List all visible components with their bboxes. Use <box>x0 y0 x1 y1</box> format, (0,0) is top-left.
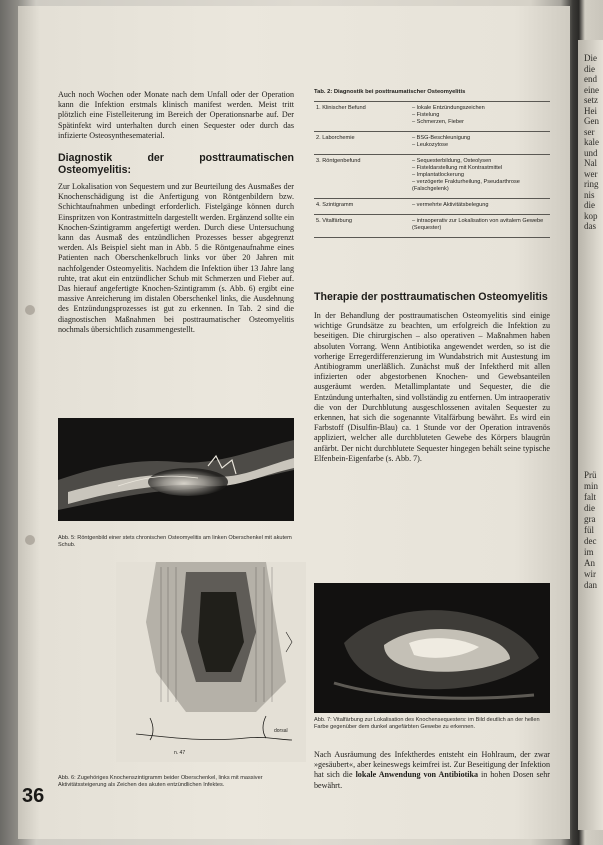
neighbor-page-fragment: eine <box>584 84 599 95</box>
diagnostics-paragraph: Zur Lokalisation von Sequestern und zur Beurteilung des Ausmaßes der Knochenschädigung ist die Anfertigung von Röntgenbildern bzw. Schichtaufnahmen unbedingt erforderlich. Fistelgänge können durch Einspritzen von Kontrastmitteln dargestellt werden. Ergänzend sollte ein Knochen-Szintigramm angefertigt werden. Durch diese Untersuchung kann das Ausmaß des entzündlichen Prozesses besser abgegrenzt werden. Als Beispiel sieht man in Abb. 5 die Röntgenaufnahme eines Patienten nach Oberschenkelbruch links vor über 20 Jahren mit nachfolgender Osteomyelitis. Nachdem die Infektion über 13 Jahre lang ruhte, trat akut ein entzündlicher Schub mit Schmerzen und Fieber auf. Das hierauf angefertigte Knochen-Szintigramm (s. Abb. 6) ergibt eine massive Anreicherung im distalen Oberschenkel links, die Ausdehnung des Entzündungsprozesses ist gut zu erkennen. In Tab. 2 sind die diagnostischen Maßnahmen bei posttraumatischer Osteomyelitis nochmals übersichtlich zusammengestellt. <box>58 182 294 334</box>
table-item: – BSG-Beschleunigung <box>412 135 548 142</box>
scintigram-annotation-2: dorsal <box>274 728 288 734</box>
neighbor-page-fragment: ser <box>584 126 595 137</box>
table-item: – verzögerte Frakturheilung, Pseudarthrose (Falschgelenk) <box>412 179 548 193</box>
diagnostics-heading: Diagnostik der posttraumatischen Osteomyelitis: <box>58 152 294 177</box>
table-row-items <box>410 102 550 132</box>
thumb-mark-2 <box>20 530 40 550</box>
neighbor-page-fragment: fül <box>584 525 594 535</box>
neighbor-page-fragment: nis <box>584 189 595 200</box>
table-row <box>314 215 550 238</box>
neighbor-page-fragment: wir <box>584 569 596 579</box>
therapy-heading: Therapie der posttraumatischen Osteomyelitis <box>314 291 548 303</box>
diagnostics-table <box>314 101 550 238</box>
figure-7-caption: Abb. 7: Vitalfärbung zur Lokalisation des Knochensequesters: im Bild deutlich an der hellen Farbe gegenüber dem dunkel angefärbten Gewebe zu erkennen. <box>314 717 540 730</box>
neighbor-page-fragment: An <box>584 558 595 568</box>
table-item: – Sequesterbildung, Osteolysen <box>412 158 548 165</box>
neighbor-page-fragment: im <box>584 547 594 557</box>
neighbor-page-fragment: kop <box>584 210 598 221</box>
table-item: – Schmerzen, Fieber <box>412 119 548 126</box>
xray-image <box>58 418 294 521</box>
figure-6-scintigram <box>116 562 306 762</box>
neighbor-page-fragment: gra <box>584 514 596 524</box>
table-row-label: 2. Laborchemie <box>314 132 410 155</box>
neighbor-page-edge <box>578 40 603 830</box>
figure-5-caption: Abb. 5: Röntgenbild einer stets chronischen Osteomyelitis am linken Oberschenkel mit akutem Schub. <box>58 535 292 548</box>
thumb-mark <box>20 300 40 320</box>
neighbor-page-fragment: wer <box>584 168 598 179</box>
neighbor-page-fragment: Nal <box>584 158 597 168</box>
table-row <box>314 132 550 155</box>
neighbor-page-fragment: die <box>584 503 595 513</box>
table-2-title: Tab. 2: Diagnostik bei posttraumatischer Osteomyelitis <box>314 89 466 95</box>
neighbor-page-fragment: das <box>584 221 596 231</box>
table-row-items <box>410 199 550 215</box>
right-column <box>314 291 550 464</box>
closing-text: Nach Ausräumung des Infektherdes entsteht ein Hohlraum, der zwar »gesäubert«, aber keineswegs keimfrei ist. Zur Beseitigung der Infektion hat sich die lokale Anwendung von Antibiotika in hohen Dosen sehr bewährt. <box>314 750 551 790</box>
table-row <box>314 199 550 215</box>
neighbor-page-fragment: Gen <box>584 116 599 126</box>
closing-paragraph-block <box>314 750 550 791</box>
neighbor-page-fragment: dan <box>584 580 597 590</box>
intro-paragraph: Auch noch Wochen oder Monate nach dem Unfall oder der Operation kann die Infektion erstmals klinisch manifest werden. Meist tritt plötzlich eine Fistelleiterung im Bereich der Operationsnarbe auf. Der Spätinfekt wird unterhalten durch einen Sequester oder durch das infizierte Osteosynthesematerial. <box>58 90 294 140</box>
neighbor-page-fragment: und <box>584 147 598 158</box>
neighbor-page-fragment: Die <box>584 53 597 63</box>
closing-paragraph <box>314 750 550 791</box>
figure-7-vital-staining <box>314 583 550 713</box>
table-row-label: 4. Szintigramm <box>314 199 410 215</box>
table-item: – lokale Entzündungszeichen <box>412 105 548 112</box>
neighbor-page-fragment: min <box>584 481 599 491</box>
table-row-label: 1. Klinischer Befund <box>314 102 410 132</box>
neighbor-page-fragment: die <box>584 63 595 74</box>
table-row-items <box>410 132 550 155</box>
figure-6-caption: Abb. 6: Zugehöriges Knochenszintigramm beider Oberschenkel, links mit massiver Aktivitätssteigerung als Zeichen des akuten entzündlichen Infektes. <box>58 775 263 788</box>
neighbor-page-fragment: die <box>584 200 595 210</box>
table-item: – Leukozytose <box>412 142 548 149</box>
table-row <box>314 155 550 199</box>
table-row-label: 3. Röntgenbefund <box>314 155 410 199</box>
table-item: – Fistelung <box>412 112 548 119</box>
table-item: – Fisteldarstellung mit Kontrastmittel <box>412 165 548 172</box>
left-column <box>58 90 294 335</box>
figure-5-xray <box>58 418 294 521</box>
table-row-items <box>410 215 550 238</box>
table-row <box>314 102 550 132</box>
table-item: – vermehrte Aktivitätsbelegung <box>412 202 548 209</box>
neighbor-page-fragment: dec <box>584 536 597 546</box>
neighbor-page-fragment: ring <box>584 179 599 189</box>
table-item: – intraoperativ zur Lokalisation von avitalem Gewebe (Sequester) <box>412 218 548 232</box>
neighbor-page-fragment: Hei <box>584 105 597 116</box>
neighbor-page-fragment: kale <box>584 137 599 147</box>
page-number: 36 <box>22 785 45 807</box>
neighbor-page-fragment: setz <box>584 95 598 105</box>
neighbor-page-fragment: Prü <box>584 470 597 480</box>
scintigram-annotation: n. 47 <box>174 750 186 756</box>
neighbor-page-fragment: falt <box>584 492 596 502</box>
neighbor-page-fragment: end <box>584 74 597 84</box>
table-row-items <box>410 155 550 199</box>
table-item: – Implantatlockerung <box>412 172 548 179</box>
table-row-label: 5. Vitalfärbung <box>314 215 410 238</box>
therapy-paragraph: In der Behandlung der posttraumatischen Osteomyelitis sind einige wichtige Grundsätze zu beachten, um erfolgreich die Infektion zu beseitigen. Die chirurgischen – also operativen – Maßnahmen haben absoluten Vorrang. Wenn Antibiotika angewendet werden, so ist die vorherige Erregerdifferenzierung im Wundabstrich mit Austestung im Antibiogramm unerläßlich. Zunächst muß der Infektherd mit allen infizierten oder abgestorbenen Knochen- und Gewebsanteilen ausgeräumt werden. Metallimplantate und Sequester, die die Entzündung unterhalten, sind vollständig zu entfernen. Um intraoperativ die von der Durchblutung ausgeschlossenen avitalen Sequester zu erkennen, hat sich die sogenannte Vitalfärbung bewährt. Es wird ein Farbstoff (Disulfin-Blau) ca. 1 Stunde vor der Operation intravenös appliziert, welcher alle durchbluteten Gewebe des Körpers blaugrün anfärbt. Der nicht durchblutete Sequester hingegen behält seine typische Elfenbein-Eigenfarbe (s. Abb. 7). <box>314 311 550 463</box>
closing-emphasis: lokale Anwendung von Antibiotika <box>355 770 479 780</box>
vital-staining-image <box>314 583 550 713</box>
